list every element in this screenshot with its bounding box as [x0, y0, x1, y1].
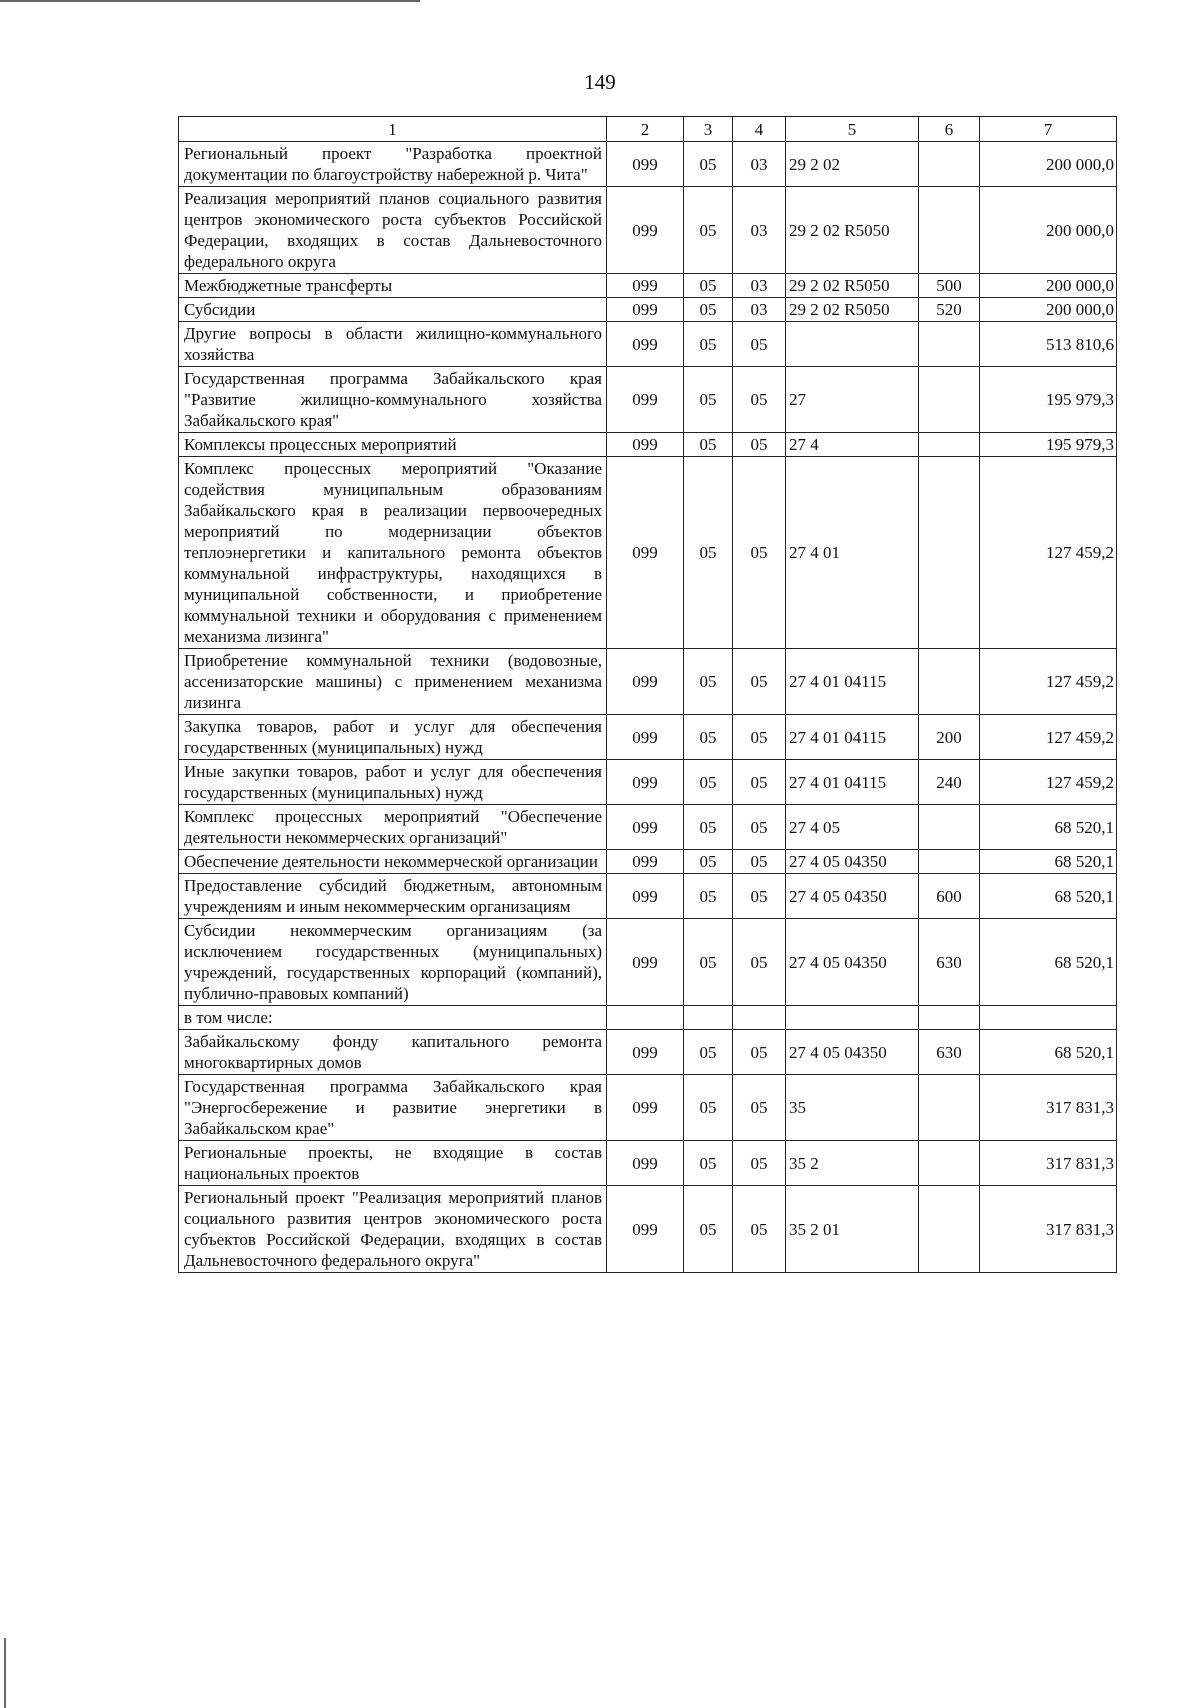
row-ministry-code: 099: [607, 760, 684, 805]
row-ministry-code: 099: [607, 433, 684, 457]
row-name: Субсидии: [179, 298, 607, 322]
row-target-article: 35 2: [786, 1141, 919, 1186]
table-row: [179, 142, 1117, 187]
table-row: [179, 760, 1117, 805]
row-subsection: 05: [733, 649, 786, 715]
row-section: 05: [684, 1075, 733, 1141]
row-amount: 68 520,1: [980, 805, 1117, 850]
row-target-article: 35: [786, 1075, 919, 1141]
header-col-4: 4: [733, 117, 786, 142]
row-subsection: 05: [733, 457, 786, 649]
row-expense-type: [919, 805, 980, 850]
header-col-3: 3: [684, 117, 733, 142]
row-subsection: 05: [733, 715, 786, 760]
row-target-article: 27: [786, 367, 919, 433]
row-target-article: 27 4 05 04350: [786, 874, 919, 919]
row-section: 05: [684, 1141, 733, 1186]
header-col-5: 5: [786, 117, 919, 142]
row-section: 05: [684, 298, 733, 322]
row-expense-type: 630: [919, 919, 980, 1006]
row-subsection: 05: [733, 919, 786, 1006]
row-expense-type: 200: [919, 715, 980, 760]
table-row: [179, 274, 1117, 298]
row-target-article: 29 2 02 R5050: [786, 298, 919, 322]
row-subsection: 03: [733, 187, 786, 274]
row-target-article: 29 2 02 R5050: [786, 187, 919, 274]
row-ministry-code: 099: [607, 919, 684, 1006]
row-section: 05: [684, 274, 733, 298]
row-subsection: 05: [733, 1030, 786, 1075]
table-row: [179, 187, 1117, 274]
row-subsection: 05: [733, 850, 786, 874]
table-row: [179, 298, 1117, 322]
row-section: 05: [684, 805, 733, 850]
table-row: [179, 874, 1117, 919]
row-expense-type: [919, 1186, 980, 1273]
row-section: 05: [684, 433, 733, 457]
row-name: Обеспечение деятельности некоммерческой организации: [179, 850, 607, 874]
row-section: 05: [684, 1186, 733, 1273]
row-amount: 68 520,1: [980, 919, 1117, 1006]
row-section: [684, 1006, 733, 1030]
row-subsection: 05: [733, 760, 786, 805]
table-row: [179, 805, 1117, 850]
row-target-article: 27 4 05: [786, 805, 919, 850]
scan-edge-artifact: [4, 1638, 6, 1708]
row-target-article: [786, 322, 919, 367]
row-target-article: 27 4 05 04350: [786, 1030, 919, 1075]
row-section: 05: [684, 142, 733, 187]
row-section: 05: [684, 715, 733, 760]
row-name: Региональный проект "Реализация мероприятий планов социального развития центров экономического роста субъектов Российской Федерации, входящих в состав Дальневосточного федерального округа": [179, 1186, 607, 1273]
row-name: Забайкальскому фонду капитального ремонта многоквартирных домов: [179, 1030, 607, 1075]
row-section: 05: [684, 322, 733, 367]
row-name: Приобретение коммунальной техники (водовозные, ассенизаторские машины) с применением механизма лизинга: [179, 649, 607, 715]
row-name: Реализация мероприятий планов социального развития центров экономического роста субъектов Российской Федерации, входящих в состав Дальневосточного федерального округа: [179, 187, 607, 274]
budget-table: [178, 116, 1117, 1273]
row-amount: 195 979,3: [980, 367, 1117, 433]
row-subsection: 05: [733, 322, 786, 367]
row-name: в том числе:: [179, 1006, 607, 1030]
row-ministry-code: 099: [607, 1186, 684, 1273]
row-amount: 127 459,2: [980, 457, 1117, 649]
row-ministry-code: 099: [607, 649, 684, 715]
row-target-article: 29 2 02: [786, 142, 919, 187]
row-amount: 68 520,1: [980, 1030, 1117, 1075]
row-target-article: 27 4 05 04350: [786, 919, 919, 1006]
row-ministry-code: 099: [607, 1030, 684, 1075]
row-ministry-code: 099: [607, 367, 684, 433]
row-section: 05: [684, 760, 733, 805]
row-name: Комплекс процессных мероприятий "Оказание содействия муниципальным образованиям Забайкальского края в реализации первоочередных мероприятий по модернизации объектов теплоэнергетики и капитального ремонта объектов коммунальной инфраструктуры, находящихся в муниципальной собственности, и приобретение коммунальной техники и оборудования с применением механизма лизинга": [179, 457, 607, 649]
row-expense-type: 520: [919, 298, 980, 322]
row-ministry-code: 099: [607, 142, 684, 187]
row-section: 05: [684, 874, 733, 919]
row-subsection: 03: [733, 298, 786, 322]
row-amount: 127 459,2: [980, 715, 1117, 760]
row-name: Региональный проект "Разработка проектной документации по благоустройству набережной р. Чита": [179, 142, 607, 187]
row-amount: 317 831,3: [980, 1141, 1117, 1186]
row-subsection: 05: [733, 433, 786, 457]
row-name: Комплекс процессных мероприятий "Обеспечение деятельности некоммерческих организаций": [179, 805, 607, 850]
row-expense-type: [919, 1075, 980, 1141]
row-ministry-code: 099: [607, 1075, 684, 1141]
row-section: 05: [684, 187, 733, 274]
row-name: Другие вопросы в области жилищно-коммунального хозяйства: [179, 322, 607, 367]
table-row: [179, 649, 1117, 715]
row-expense-type: [919, 850, 980, 874]
row-section: 05: [684, 649, 733, 715]
page-number: 149: [584, 70, 616, 94]
row-expense-type: [919, 1006, 980, 1030]
row-subsection: 03: [733, 142, 786, 187]
row-ministry-code: 099: [607, 322, 684, 367]
table-row: [179, 1006, 1117, 1030]
row-target-article: [786, 1006, 919, 1030]
table-header-row: [179, 117, 1117, 142]
row-subsection: [733, 1006, 786, 1030]
row-target-article: 27 4 01 04115: [786, 760, 919, 805]
header-col-6: 6: [919, 117, 980, 142]
row-name: Комплексы процессных мероприятий: [179, 433, 607, 457]
row-target-article: 27 4 01 04115: [786, 649, 919, 715]
row-amount: 200 000,0: [980, 298, 1117, 322]
header-col-1: 1: [179, 117, 607, 142]
row-expense-type: 500: [919, 274, 980, 298]
row-amount: 317 831,3: [980, 1186, 1117, 1273]
header-col-2: 2: [607, 117, 684, 142]
row-amount: 195 979,3: [980, 433, 1117, 457]
row-amount: [980, 1006, 1117, 1030]
row-expense-type: [919, 433, 980, 457]
row-name: Региональные проекты, не входящие в состав национальных проектов: [179, 1141, 607, 1186]
row-subsection: 05: [733, 805, 786, 850]
row-subsection: 05: [733, 367, 786, 433]
row-amount: 68 520,1: [980, 850, 1117, 874]
row-name: Межбюджетные трансферты: [179, 274, 607, 298]
row-amount: 200 000,0: [980, 187, 1117, 274]
row-expense-type: 630: [919, 1030, 980, 1075]
row-ministry-code: 099: [607, 298, 684, 322]
scan-edge-artifact: [0, 0, 420, 2]
table-row: [179, 1141, 1117, 1186]
row-expense-type: 240: [919, 760, 980, 805]
row-name: Закупка товаров, работ и услуг для обеспечения государственных (муниципальных) нужд: [179, 715, 607, 760]
row-name: Государственная программа Забайкальского края "Энергосбережение и развитие энергетики в Забайкальском крае": [179, 1075, 607, 1141]
row-expense-type: [919, 367, 980, 433]
row-ministry-code: 099: [607, 187, 684, 274]
row-amount: 200 000,0: [980, 142, 1117, 187]
row-ministry-code: 099: [607, 850, 684, 874]
table-row: [179, 1030, 1117, 1075]
table-row: [179, 919, 1117, 1006]
row-target-article: 27 4 05 04350: [786, 850, 919, 874]
row-amount: 317 831,3: [980, 1075, 1117, 1141]
row-subsection: 05: [733, 1141, 786, 1186]
row-ministry-code: [607, 1006, 684, 1030]
row-expense-type: [919, 1141, 980, 1186]
row-subsection: 05: [733, 1075, 786, 1141]
row-section: 05: [684, 367, 733, 433]
row-ministry-code: 099: [607, 457, 684, 649]
row-target-article: 27 4 01 04115: [786, 715, 919, 760]
row-subsection: 03: [733, 274, 786, 298]
row-name: Предоставление субсидий бюджетным, автономным учреждениям и иным некоммерческим организациям: [179, 874, 607, 919]
row-amount: 513 810,6: [980, 322, 1117, 367]
row-target-article: 27 4 01: [786, 457, 919, 649]
row-section: 05: [684, 850, 733, 874]
table-row: [179, 457, 1117, 649]
row-section: 05: [684, 1030, 733, 1075]
row-amount: 200 000,0: [980, 274, 1117, 298]
row-section: 05: [684, 457, 733, 649]
row-expense-type: [919, 649, 980, 715]
row-expense-type: [919, 457, 980, 649]
table-row: [179, 367, 1117, 433]
row-expense-type: 600: [919, 874, 980, 919]
row-section: 05: [684, 919, 733, 1006]
row-amount: 127 459,2: [980, 760, 1117, 805]
row-ministry-code: 099: [607, 1141, 684, 1186]
row-expense-type: [919, 322, 980, 367]
row-target-article: 29 2 02 R5050: [786, 274, 919, 298]
row-subsection: 05: [733, 1186, 786, 1273]
row-subsection: 05: [733, 874, 786, 919]
row-amount: 68 520,1: [980, 874, 1117, 919]
row-expense-type: [919, 187, 980, 274]
table-row: [179, 433, 1117, 457]
header-col-7: 7: [980, 117, 1117, 142]
row-name: Субсидии некоммерческим организациям (за исключением государственных (муниципальных) учреждений, государственных корпораций (компаний), публично-правовых компаний): [179, 919, 607, 1006]
row-name: Государственная программа Забайкальского края "Развитие жилищно-коммунального хозяйства Забайкальского края": [179, 367, 607, 433]
table-row: [179, 322, 1117, 367]
row-ministry-code: 099: [607, 874, 684, 919]
table-row: [179, 715, 1117, 760]
row-ministry-code: 099: [607, 805, 684, 850]
row-name: Иные закупки товаров, работ и услуг для обеспечения государственных (муниципальных) нужд: [179, 760, 607, 805]
row-amount: 127 459,2: [980, 649, 1117, 715]
row-ministry-code: 099: [607, 274, 684, 298]
row-expense-type: [919, 142, 980, 187]
table-row: [179, 850, 1117, 874]
table-row: [179, 1075, 1117, 1141]
row-target-article: 35 2 01: [786, 1186, 919, 1273]
row-target-article: 27 4: [786, 433, 919, 457]
table-row: [179, 1186, 1117, 1273]
row-ministry-code: 099: [607, 715, 684, 760]
